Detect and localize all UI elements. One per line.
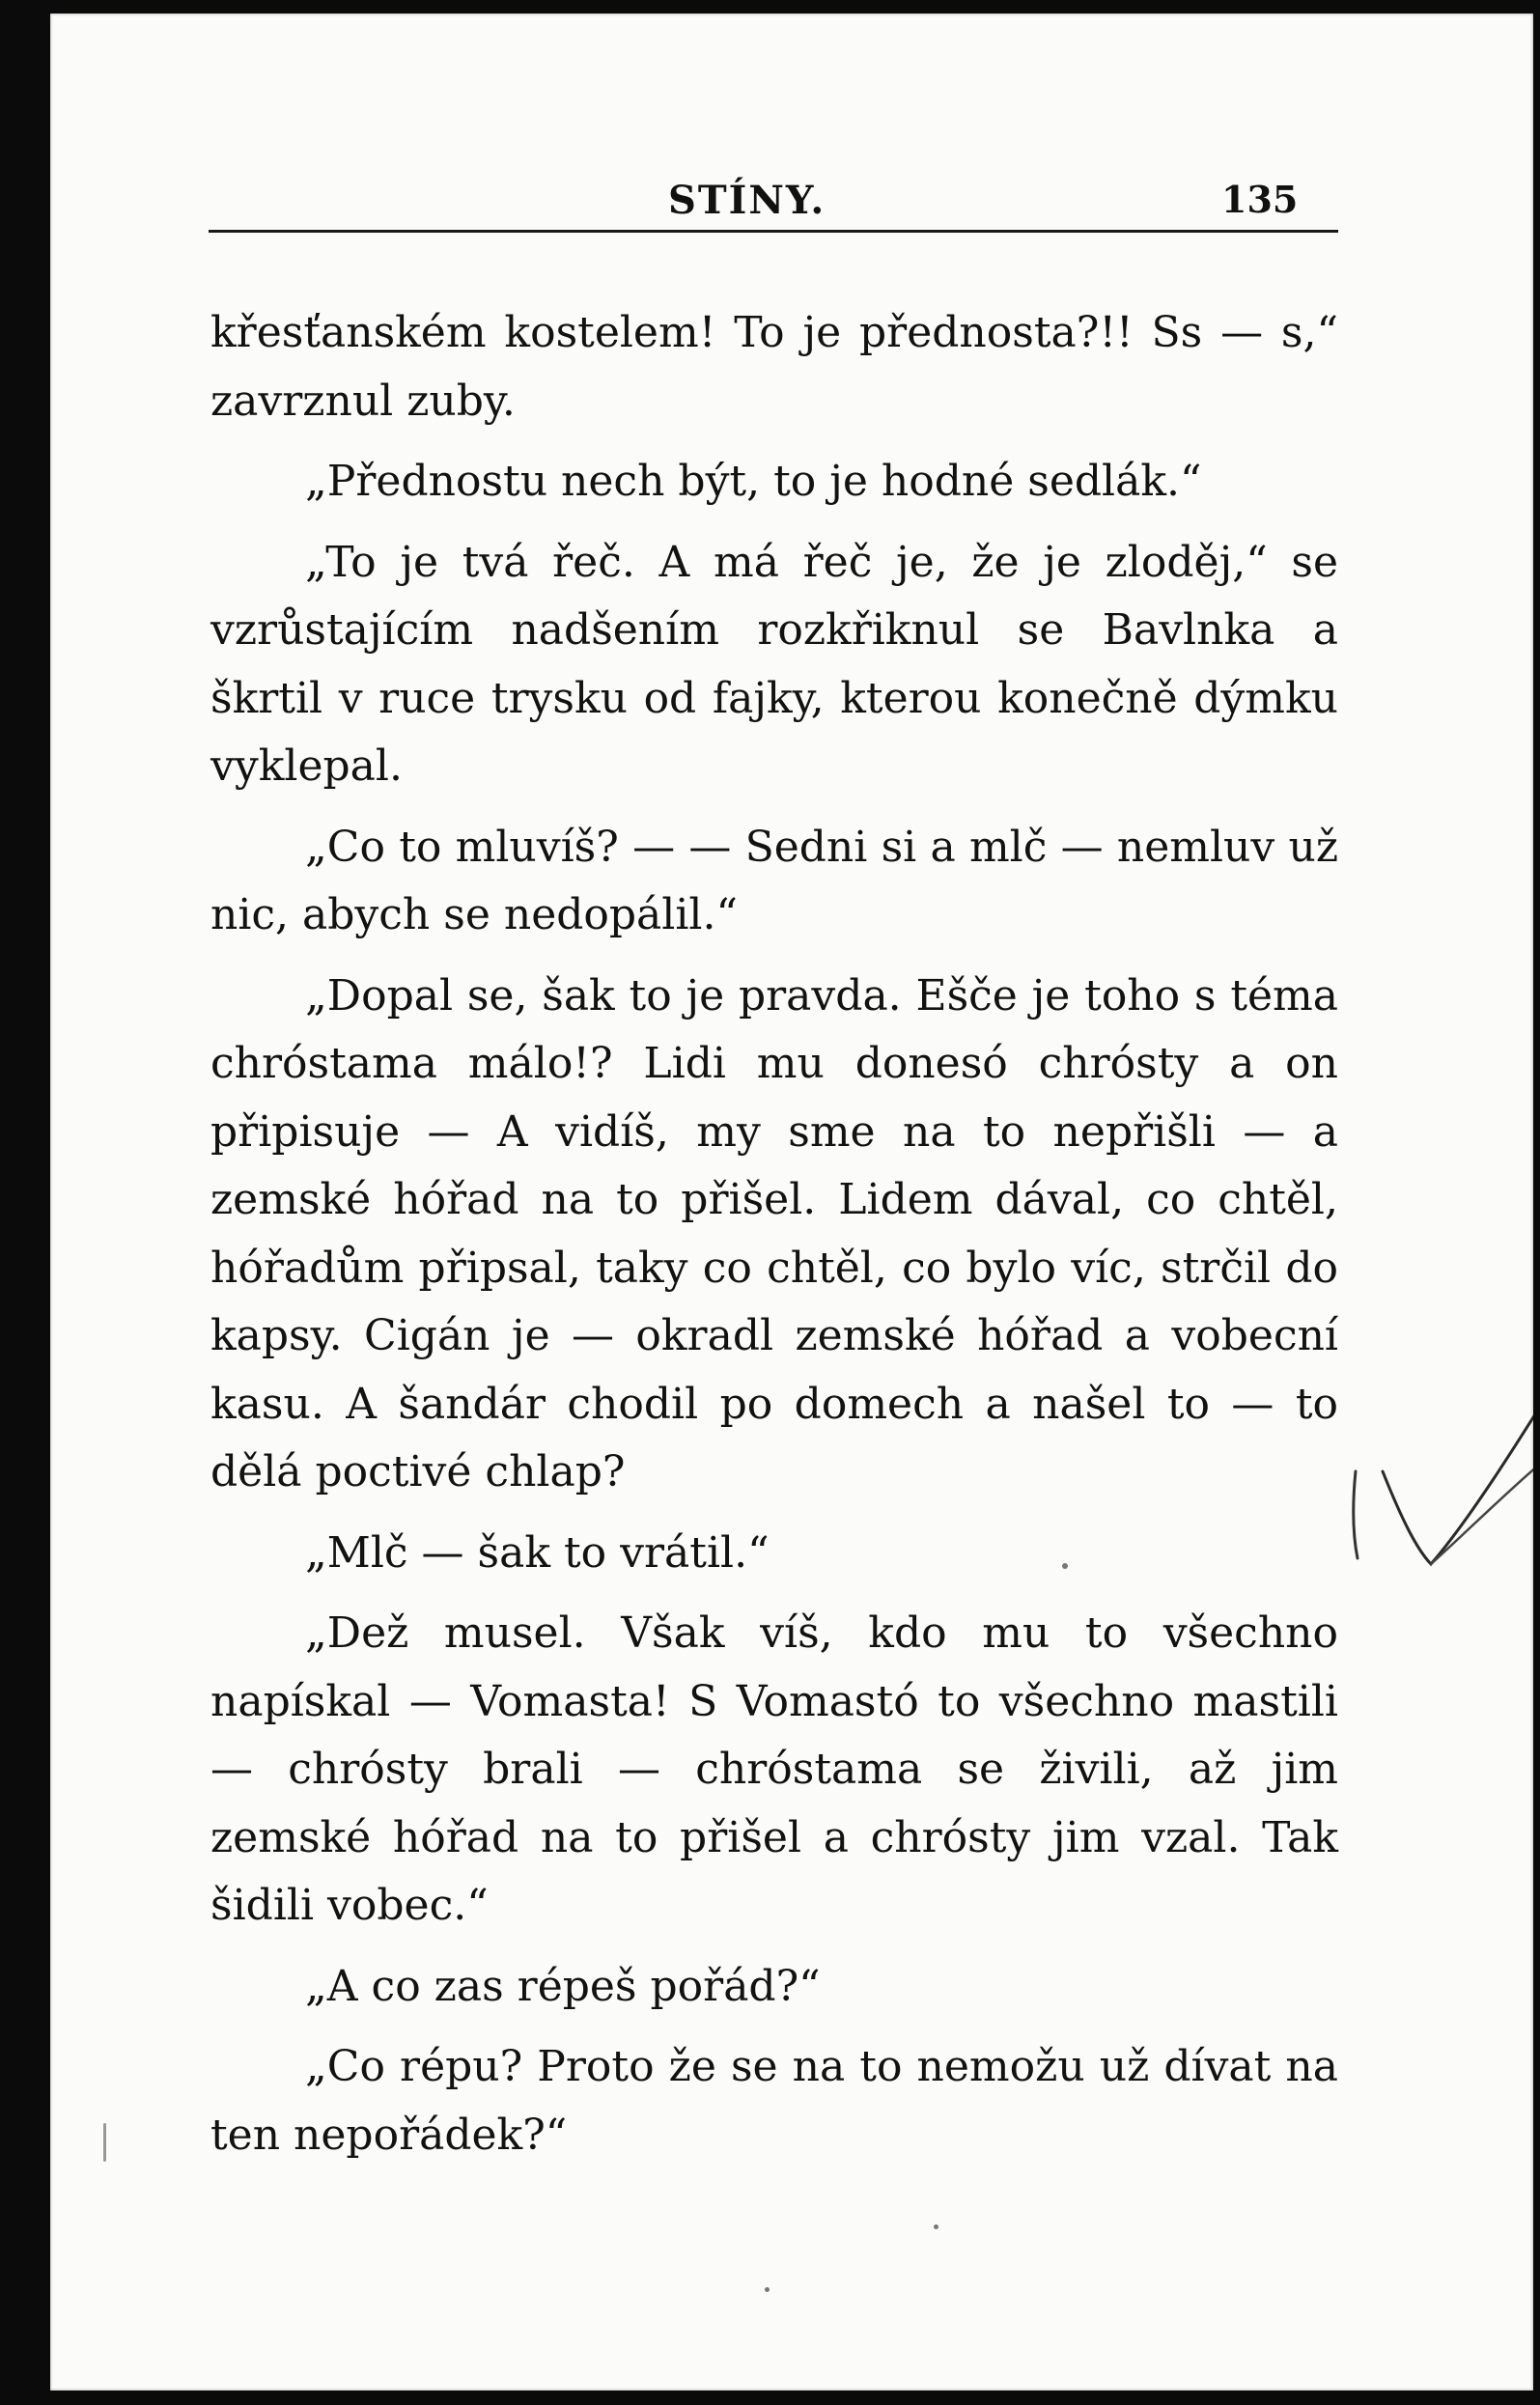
- header-rule: [209, 230, 1338, 233]
- paragraph-9: „Co répu? Proto že se na to nemožu už dívat na ten nepořádek?“: [210, 2042, 1338, 2160]
- paragraph-4: „Co to mluvíš? — — Sedni si a mlč — nemluv už nic, abych se nedopálil.“: [210, 822, 1338, 939]
- page-header: [50, 166, 1533, 224]
- paragraph-1: křesťanském kostelem! To je přednosta?!! Ss — s,“ zavrznul zuby.: [210, 308, 1338, 426]
- paper-speck: [1062, 1563, 1068, 1569]
- paragraph-8: „A co zas répeš pořád?“: [305, 1961, 821, 2011]
- paper-speck: [103, 2123, 106, 2162]
- book-page: [50, 14, 1533, 2391]
- paper-speck: [934, 2224, 938, 2229]
- paragraph-2: „Přednostu nech být, to je hodné sedlák.“: [305, 457, 1202, 506]
- paragraph-5: „Dopal se, šak to je pravda. Ešče je toho s téma chróstama málo!? Lidi mu donesó chrósty a on připisuje — A vidíš, my sme na to nepřišli — a zemské hóřad na to přišel. Lidem dával, co chtěl, hóřadům připsal, taky co chtěl, co bylo víc, strčil do kapsy. Cigán je — okradl zemské hóřad a vobecní kasu. A šandár chodil po domech a našel to — to dělá poctivé chlap?: [210, 970, 1338, 1496]
- page-number: 135: [1221, 178, 1299, 221]
- paper-speck: [765, 2287, 770, 2292]
- paragraph-6: „Mlč — šak to vrátil.“: [305, 1527, 770, 1578]
- pencil-check-mark-icon: [1325, 1327, 1533, 1578]
- running-title: STÍNY.: [668, 178, 826, 223]
- body-text: [210, 299, 1338, 2182]
- paragraph-7: „Dež musel. Však víš, kdo mu to všechno napískal — Vomasta! S Vomastó to všechno mastili — chrósty brali — chróstama se živili, až jim zemské hóřad na to přišel a chrósty jim vzal. Tak šidili vobec.“: [210, 1608, 1338, 1930]
- paragraph-3: „To je tvá řeč. A má řeč je, že je zloděj,“ se vzrůstajícím nadšením rozkřiknul se Bavlnka a škrtil v ruce trysku od fajky, kterou konečně dýmku vyklepal.: [210, 537, 1338, 791]
